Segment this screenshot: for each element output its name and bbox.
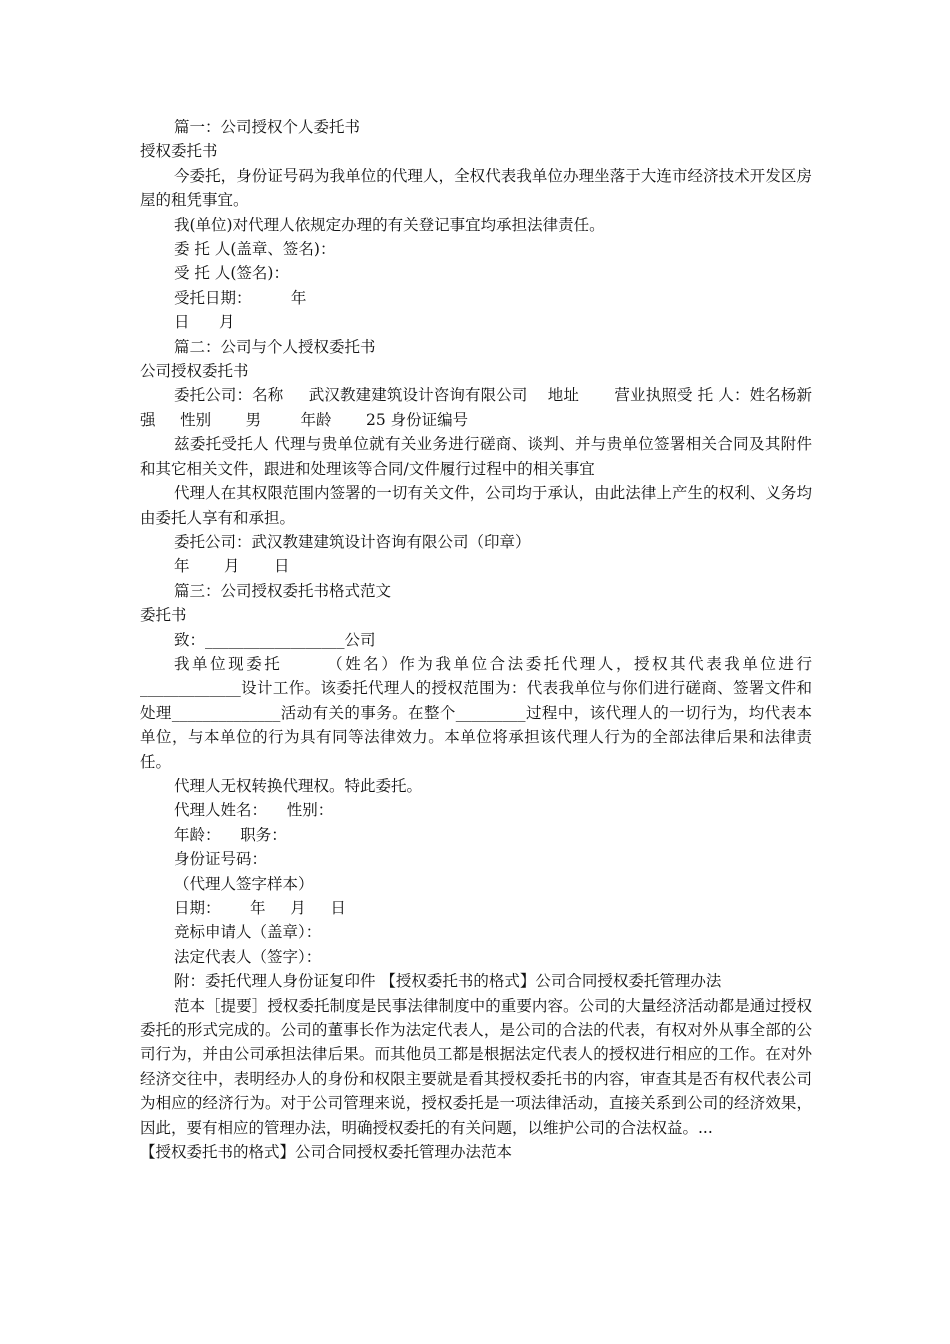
paragraph: 今委托，身份证号码为我单位的代理人，全权代表我单位办理坐落于大连市经济技术开发区房屋的租凭事宜。 [140,166,812,210]
field-company-seal: 委托公司：武汉教建建筑设计咨询有限公司（印章） [174,532,531,551]
addressee: 致：__________________公司 [174,630,376,649]
heading-part-three: 篇三：公司授权委托书格式范文 [174,581,392,600]
heading-part-one: 篇一：公司授权个人委托书 [174,118,361,136]
field-date-cont: 日 月 [174,313,235,332]
attachment-note: 附：委托代理人身份证复印件 【授权委托书的格式】公司合同授权委托管理办法 [174,972,722,991]
paragraph: 范本［提要］授权委托制度是民事法律制度中的重要内容。公司的大量经济活动都是通过授权委托的形式完成的。公司的董事长作为法定代表人，是公司的合法的代表，有权对外从事全部的公司行为，并由公司承担法律后果。而其他员工都是根据法定代表人的授权进行相应的工作。在对外经济交往中，表明经办人的身份和权限主要就是看其授权委托书的内容，审查其是否有权代表公司为相应的经济行为。对于公司管理来说，授权委托是一项法律活动，直接关系到公司的经济效果，因此，要有相应的管理办法，明确授权委托的有关问题，以维护公司的合法权益。... [140,996,812,1137]
field-agent: 受 托 人(签名)： [174,264,289,283]
heading-part-two: 篇二：公司与个人授权委托书 [174,337,376,356]
paragraph: 兹委托受托人 代理与贵单位就有关业务进行磋商、谈判、并与贵单位签署相关合同及其附件和其它相关文件，跟进和处理该等合同/文件履行过程中的相关事宜 [140,435,812,478]
document-body [140,115,812,1164]
field-id-number: 身份证号码： [174,850,268,869]
field-date: 年 月 日 [174,557,290,576]
paragraph: 我单位现委托 （姓名）作为我单位合法委托代理人，授权其代表我单位进行_____________设计工作。该委托代理人的授权范围为：代表我单位与你们进行磋商、签署文件和处理______________活动有关的事务。在整个_________过程中，该代理人的一切行为，均代表本单位，与本单位的行为具有同等法律效力。本单位将承担该代理人行为的全部法律后果和法律责任。 [140,654,812,771]
title-authorization-letter: 授权委托书 [140,142,218,161]
field-legal-representative: 法定代表人（签字）： [174,947,322,966]
paragraph: 委托公司：名称 武汉教建建筑设计咨询有限公司 地址 营业执照受 托 人：姓名杨新强 性别 男 年龄 25 身份证编号 [140,386,812,429]
field-date: 日期： 年 月 日 [174,899,346,917]
title-letter-of-attorney: 委托书 [140,606,187,625]
footer-title: 【授权委托书的格式】公司合同授权委托管理办法范本 [140,1143,513,1162]
paragraph: 代理人无权转换代理权。特此委托。 [174,776,423,795]
field-agent-name-gender: 代理人姓名： 性别： [174,801,334,820]
field-date: 受托日期： 年 [174,288,307,307]
field-principal: 委 托 人(盖章、签名)： [174,240,336,259]
paragraph: 我(单位)对代理人依规定办理的有关登记事宜均承担法律责任。 [174,215,605,234]
field-bidder: 竞标申请人（盖章）： [174,923,322,942]
title-company-authorization-letter: 公司授权委托书 [140,362,249,381]
field-age-position: 年龄： 职务： [174,825,287,844]
field-signature-sample: （代理人签字样本） [174,874,314,893]
paragraph: 代理人在其权限范围内签署的一切有关文件，公司均于承认，由此法律上产生的权利、义务均由委托人享有和承担。 [140,484,812,527]
